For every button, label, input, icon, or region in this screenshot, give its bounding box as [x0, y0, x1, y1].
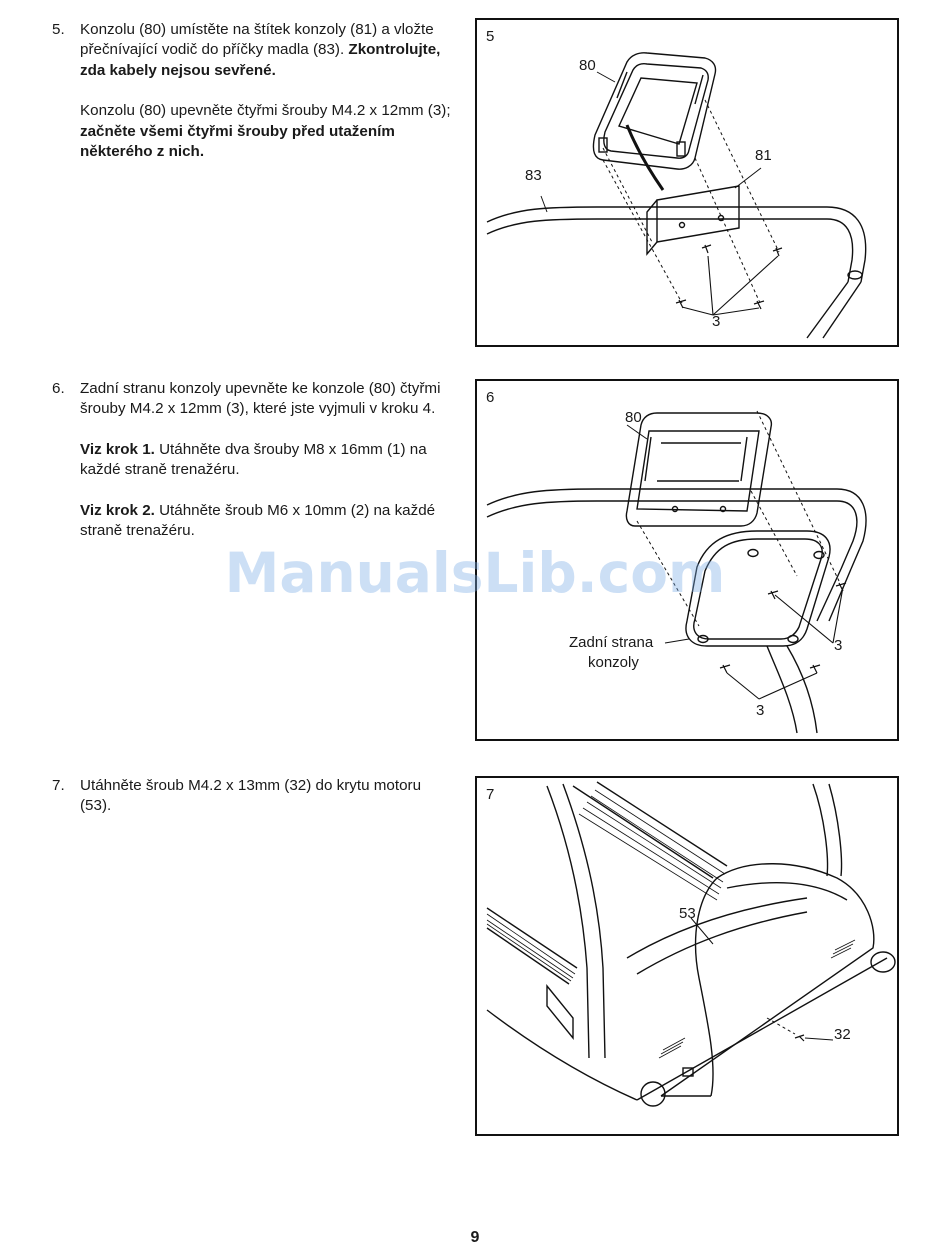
- callout-3: 3: [756, 702, 765, 719]
- step-paragraph: Zadní stranu konzoly upevněte ke konzole (80) čtyřmi šrouby M4.2 x 12mm (3), které jste vyjmuli v kroku 4.: [80, 380, 441, 418]
- callout-rear-console-line2: konzoly: [588, 654, 639, 671]
- figure-6: [475, 379, 899, 741]
- step-6-text: [52, 379, 452, 561]
- step-paragraph: Viz krok 1. Utáhněte dva šrouby M8 x 16mm (1) na každé straně trenažéru.: [80, 440, 427, 479]
- figure-6-drawing: [477, 381, 897, 739]
- figure-number: 7: [486, 786, 495, 803]
- watermark: ManualsLib.com: [224, 541, 726, 605]
- step-number: 6.: [52, 380, 65, 397]
- step-5-text: [52, 20, 452, 182]
- callout-80: 80: [579, 57, 596, 74]
- step-paragraph: Viz krok 2. Utáhněte šroub M6 x 10mm (2) na každé straně trenažéru.: [80, 501, 436, 540]
- step-7-text: [52, 776, 452, 837]
- callout-53: 53: [679, 905, 696, 922]
- callout-3: 3: [834, 637, 843, 654]
- step-number: 5.: [52, 21, 65, 38]
- callout-81: 81: [755, 147, 772, 164]
- figure-number: 6: [486, 389, 495, 406]
- step-paragraph: Konzolu (80) umístěte na štítek konzoly (81) a vložte přečnívající vodič do příčky madla (83). Zkontrolujte, zda kabely nejsou sevřené.: [80, 21, 441, 79]
- callout-32: 32: [834, 1026, 851, 1043]
- page-number: 9: [470, 1229, 480, 1246]
- callout-80: 80: [625, 409, 642, 426]
- figure-7: [475, 776, 899, 1136]
- step-paragraph: Konzolu (80) upevněte čtyřmi šrouby M4.2 x 12mm (3); začněte všemi čtyřmi šrouby před utažením některého z nich.: [80, 102, 451, 161]
- figure-5: [475, 18, 899, 347]
- figure-number: 5: [486, 28, 495, 45]
- callout-rear-console-line1: Zadní strana: [569, 634, 654, 651]
- figure-7-drawing: [477, 778, 897, 1134]
- step-paragraph: Utáhněte šroub M4.2 x 13mm (32) do krytu motoru (53).: [80, 777, 422, 815]
- callout-83: 83: [525, 167, 542, 184]
- step-number: 7.: [52, 777, 65, 794]
- callout-3: 3: [712, 313, 721, 330]
